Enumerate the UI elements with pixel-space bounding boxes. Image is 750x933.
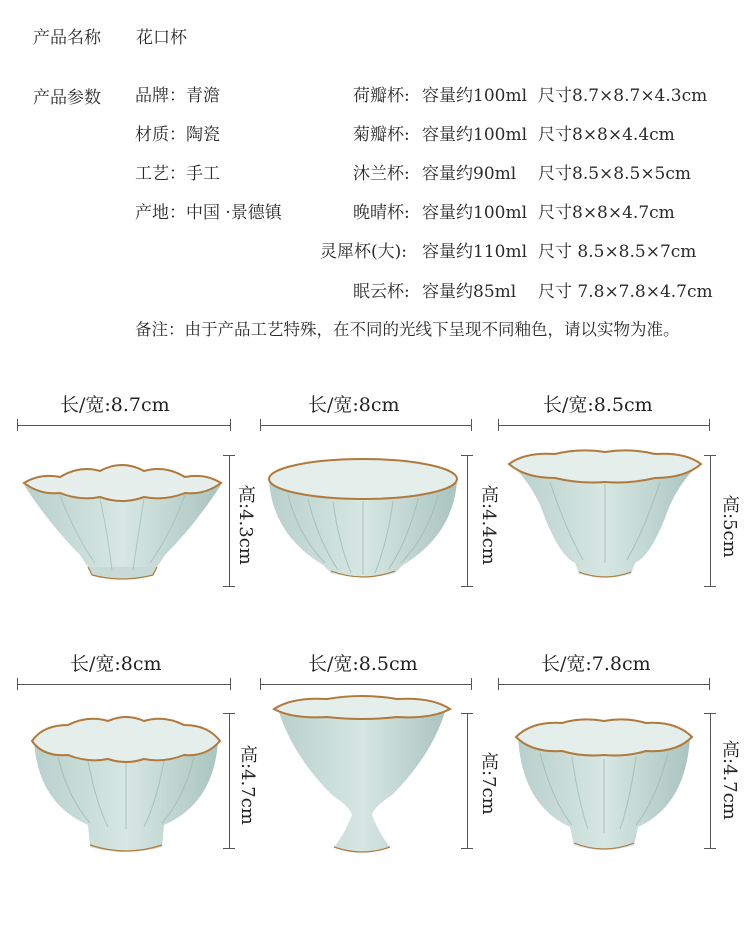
note-text: 备注：由于产品工艺特殊，在不同的光线下呈现不同釉色，请以实物为准。 [135,320,680,339]
spec-capacity: 容量约85ml [422,282,517,302]
cup-width-label: 长/宽:7.8cm [541,653,651,675]
mianyun-cup-image [512,715,697,855]
cup-height-label: 高:4.7cm [719,740,740,820]
spec-capacity: 容量约100ml [422,125,528,145]
cup-width-label: 长/宽:8cm [308,394,400,416]
spec-capacity: 容量约100ml [422,203,528,223]
height-dimension-line [229,713,230,849]
height-dimension-line [710,455,711,587]
lingxi-cup-image [272,695,452,857]
cup-width-label: 长/宽:8cm [70,653,162,675]
spec-name: 晚晴杯: [353,203,410,223]
cup-width-label: 长/宽:8.5cm [543,394,653,416]
height-dimension-line [467,455,468,587]
param-brand: 品牌：青澹 [135,86,220,106]
param-craft: 工艺：手工 [135,164,220,184]
spec-size: 尺寸 8.5×8.5×7cm [538,242,697,262]
width-dimension-line [260,684,472,685]
spec-name: 荷瓣杯: [353,86,410,106]
cup-height-label: 高:4.7cm [237,745,258,825]
spec-capacity: 容量约110ml [422,242,528,262]
lotus-petal-cup-image [20,455,225,585]
width-dimension-line [498,684,710,685]
spec-size: 尺寸8.5×8.5×5cm [538,164,692,184]
width-dimension-line [17,684,231,685]
height-dimension-line [467,713,468,849]
spec-capacity: 容量约90ml [422,164,517,184]
width-dimension-line [260,425,472,426]
cup-width-label: 长/宽:8.5cm [308,653,418,675]
product-params-label: 产品参数 [33,88,101,108]
spec-size: 尺寸8×8×4.7cm [538,203,675,223]
chrysanthemum-petal-cup-image [263,455,463,585]
height-dimension-line [710,713,711,849]
spec-size: 尺寸8.7×8.7×4.3cm [538,86,708,106]
spec-name: 灵犀杯(大): [320,242,407,262]
product-name-label: 产品名称 [33,28,101,48]
param-origin: 产地：中国 ·景德镇 [135,203,282,223]
height-dimension-line [229,455,230,587]
cup-height-label: 高:5cm [719,495,740,558]
wanqing-cup-image [28,713,223,853]
cup-height-label: 高:4.3cm [235,485,256,565]
spec-size: 尺寸8×8×4.4cm [538,125,675,145]
spec-name: 菊瓣杯: [353,125,410,145]
product-name-value: 花口杯 [136,28,187,48]
mulan-cup-image [505,448,705,583]
spec-name: 沐兰杯: [353,164,410,184]
cup-height-label: 高:4.4cm [478,485,499,565]
width-dimension-line [498,425,710,426]
spec-name: 眠云杯: [353,282,410,302]
cup-width-label: 长/宽:8.7cm [60,394,170,416]
spec-size: 尺寸 7.8×7.8×4.7cm [538,282,713,302]
cup-height-label: 高:7cm [478,752,499,815]
width-dimension-line [17,425,231,426]
param-material: 材质：陶瓷 [135,125,220,145]
spec-capacity: 容量约100ml [422,86,528,106]
